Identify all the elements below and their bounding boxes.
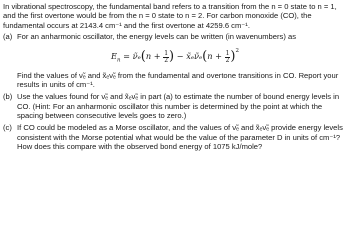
part-c <box>3 123 347 151</box>
eq-power: 2 <box>235 48 239 55</box>
part-b-label: (b) <box>3 92 13 102</box>
eq-n-2: n <box>207 51 213 62</box>
part-a-label: (a) <box>3 31 13 41</box>
part-c-text: If CO could be modeled as a Morse oscillator, and the values of ν̃ₑ and x̃ₑν̃ₑ provide energy levels consistent with the Morse potential what would be the value of the parameter D in units of cm⁻¹? How does this compare with the observed bond energy of 1075 kJ/mole? <box>17 123 343 151</box>
part-a-instructions: Find the values of ν̃ₑ and x̃ₑν̃ₑ from the fundamental and overtone transitions in CO. Report your results in units of cm⁻¹. <box>17 70 339 90</box>
part-c-label: (c) <box>3 123 12 133</box>
eq-half-2: $\frac{1}{2}$ <box>225 49 230 64</box>
eq-lhs: E <box>111 51 117 62</box>
part-a <box>3 32 347 41</box>
part-b-text: Use the values found for ν̃ₑ and x̃ₑν̃ₑ in part (a) to estimate the number of bound energy levels in CO. (Hint: For an anharmonic oscillator this number is determined by the point at which the spacing between consecutive levels goes to zero.) <box>17 92 340 121</box>
energy-level-equation: $E_n$ = ν̃ₑ(n + $\frac{1}{2}$ ) − x̃ₑν̃ₑ(n + $\frac{1}{2}$ )$^2$ <box>111 48 239 65</box>
eq-equals: = <box>120 51 133 62</box>
eq-minus: − <box>174 51 187 62</box>
part-a-text: For an anharmonic oscillator, the energy levels can be written (in wavenumbers) as <box>17 31 296 41</box>
intro-paragraph: In vibrational spectroscopy, the fundamental band refers to a transition from the n = 0 state to n = 1, and the first overtone would be from the n = 0 state to n = 2. For carbon monoxide (CO), the fundamental occurs at 2143.4 cm⁻¹ and the first overtone at 4259.6 cm⁻¹. <box>3 2 337 30</box>
eq-term2-coef: x̃ₑν̃ₑ <box>186 51 203 62</box>
eq-term1-coef: ν̃ₑ <box>132 51 141 62</box>
eq-plus-2: + <box>212 51 225 62</box>
eq-half-1: $\frac{1}{2}$ <box>164 49 169 64</box>
eq-lhs-subscript: n <box>117 57 121 64</box>
eq-n-1: n <box>145 51 152 62</box>
eq-plus-1: + <box>151 51 164 62</box>
part-b <box>3 92 347 120</box>
